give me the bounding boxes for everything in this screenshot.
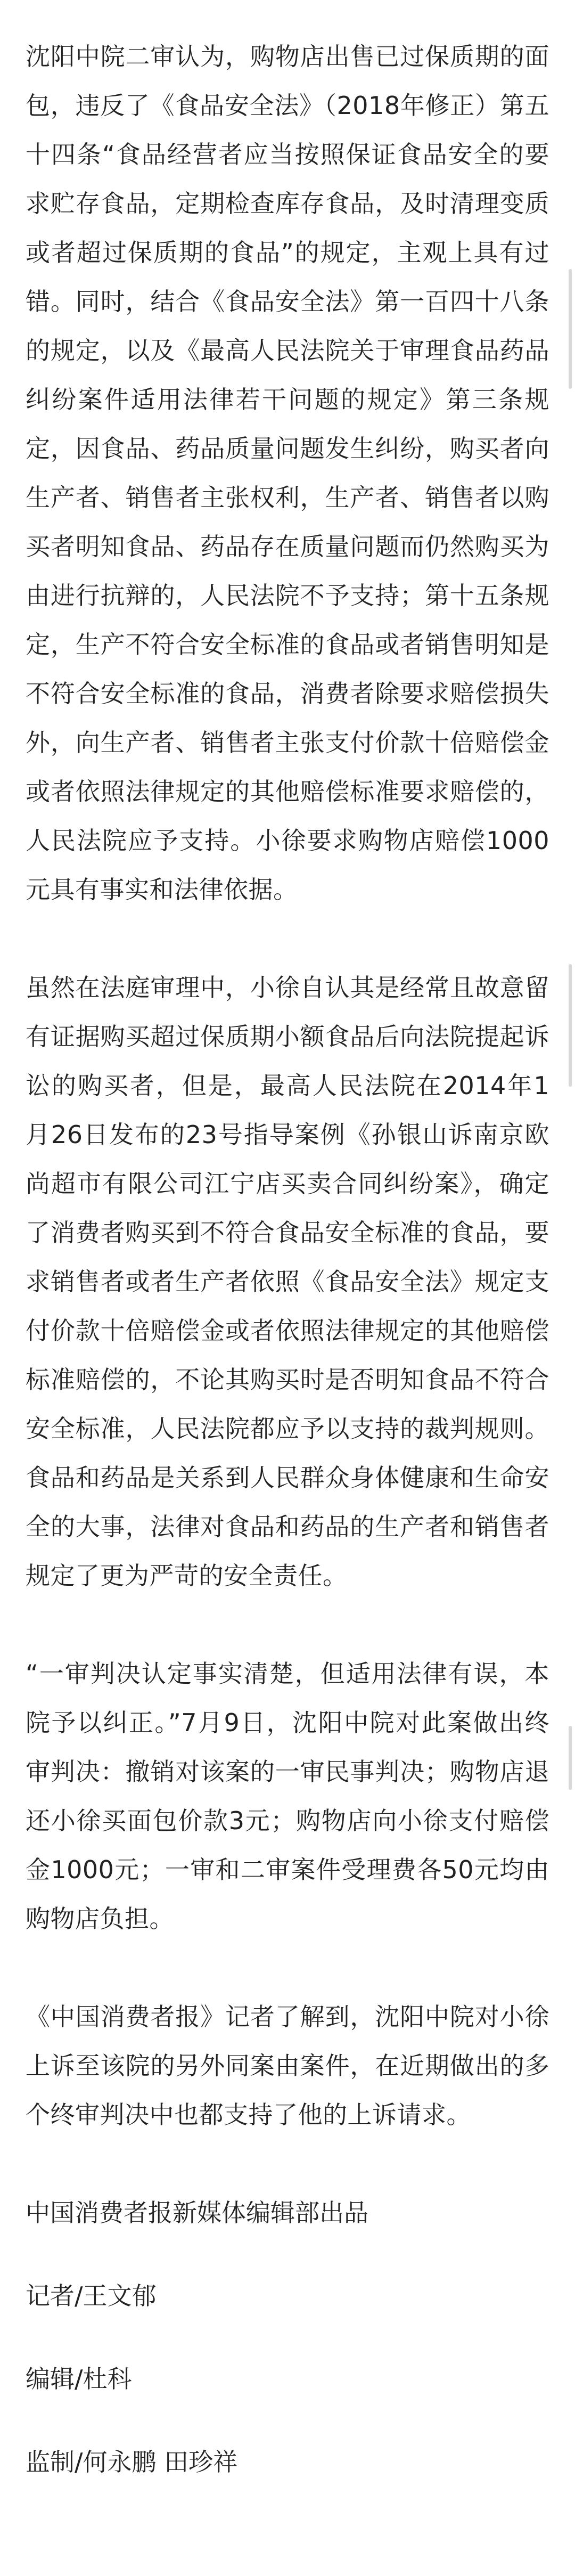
article-body [26, 32, 549, 2487]
publisher-credit: 中国消费者报新媒体编辑部出品 [26, 2198, 368, 2227]
paragraph-spacer [26, 1600, 549, 1649]
scroll-indicator [569, 269, 572, 389]
scroll-indicator [569, 964, 572, 1087]
paragraph-spacer [26, 2403, 549, 2438]
scroll-indicator [569, 1726, 572, 1790]
paragraph-second-instance-ruling: 沈阳中院二审认为，购物店出售已过保质期的面包，违反了《食品安全法》（2018年修正）第五十四条“食品经营者应当按照保证食品安全的要求贮存食品，定期检查库存食品，及时清理变质或者超过保质期的食品”的规定，主观上具有过错。同时，结合《食品安全法》第一百四十八条的规定，以及《最高人民法院关于审理食品药品纠纷案件适用法律若干问题的规定》第三条规定，因食品、药品质量问题发生纠纷，购买者向生产者、销售者主张权利，生产者、销售者以购买者明知食品、药品存在质量问题而仍然购买为由进行抗辩的，人民法院不予支持；第十五条规定，生产不符合安全标准的食品或者销售明知是不符合安全标准的食品，消费者除要求赔偿损失外，向生产者、销售者主张支付价款十倍赔偿金或者依照法律规定的其他赔偿标准要求赔偿的，人民法院应予支持。小徐要求购物店赔偿1000元具有事实和法律依据。 [26, 42, 549, 904]
editor-credit: 编辑/杜科 [26, 2365, 132, 2393]
reporter-credit: 记者/王文郁 [26, 2281, 157, 2310]
paragraph-spacer [26, 2237, 549, 2271]
paragraph-spacer [26, 1943, 549, 1992]
paragraph-guiding-case: 虽然在法庭审理中，小徐自认其是经常且故意留有证据购买超过保质期小额食品后向法院提起诉讼的购买者，但是，最高人民法院在2014年1月26日发布的23号指导案例《孙银山诉南京欧尚超市有限公司江宁店买卖合同纠纷案》，确定了消费者购买到不符合食品安全标准的食品，要求销售者或者生产者依照《食品安全法》规定支付价款十倍赔偿金或者依照法律规定的其他赔偿标准赔偿的，不论其购买时是否明知食品不符合安全标准，人民法院都应予以支持的裁判规则。食品和药品是关系到人民群众身体健康和生命安全的大事，法律对食品和药品的生产者和销售者规定了更为严苛的安全责任。 [26, 973, 549, 1590]
paragraph-spacer [26, 2320, 549, 2354]
paragraph-final-judgment: “一审判决认定事实清楚，但适用法律有误，本院予以纠正。”7月9日，沈阳中院对此案做出终审判决：撤销对该案的一审民事判决；购物店退还小徐买面包价款3元；购物店向小徐支付赔偿金1000元；一审和二审案件受理费各50元均由购物店负担。 [26, 1659, 549, 1933]
paragraph-other-cases: 《中国消费者报》记者了解到，沈阳中院对小徐上诉至该院的另外同案由案件，在近期做出的多个终审判决中也都支持了他的上诉请求。 [26, 2002, 549, 2129]
paragraph-spacer [26, 914, 549, 963]
supervisor-credit: 监制/何永鹏 田珍祥 [26, 2448, 238, 2476]
paragraph-spacer [26, 2139, 549, 2188]
